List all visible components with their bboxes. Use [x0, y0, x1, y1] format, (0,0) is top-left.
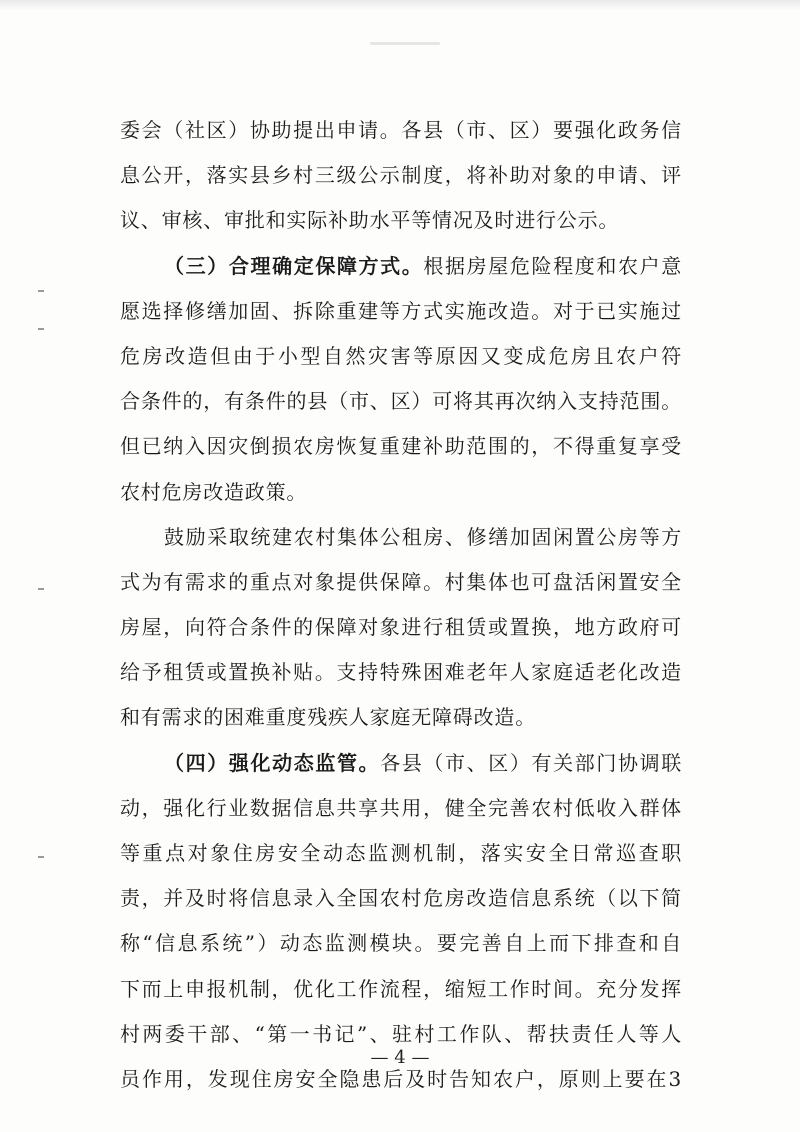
text-line: 动，强化行业数据信息共享共用，健全完善农村低收入群体 [120, 795, 682, 820]
text-line: 愿选择修缮加固、拆除重建等方式实施改造。对于已实施过 [120, 298, 682, 323]
text-line: 责，并及时将信息录入全国农村危房改造信息系统（以下简 [120, 886, 682, 911]
text-line: 但已纳入因灾倒损农房恢复重建补助范围的，不得重复享受 [120, 434, 682, 459]
text-line: 村两委干部、“第一书记”、驻村工作队、帮扶责任人等人 [120, 1021, 682, 1046]
scan-smudge [370, 42, 440, 45]
page-number: — 4 — [370, 1047, 430, 1068]
text-line: 危房改造但由于小型自然灾害等原因又变成危房且农户符 [120, 343, 682, 368]
text-line: 息公开，落实县乡村三级公示制度，将补助对象的申请、评 [120, 163, 682, 188]
text-line: 合条件的，有条件的县（市、区）可将其再次纳入支持范围。 [120, 389, 682, 414]
text-line: 下而上申报机制，优化工作流程，缩短工作时间。充分发挥 [120, 976, 682, 1001]
body-text [120, 108, 682, 1102]
margin-mark [38, 856, 44, 858]
scan-top-edge [0, 0, 800, 10]
section-heading: （四）强化动态监管。 [164, 750, 381, 775]
section-heading: （三）合理确定保障方式。 [164, 253, 424, 278]
text-line: 和有需求的困难重度残疾人家庭无障碍改造。 [120, 705, 536, 730]
text-line: 式为有需求的重点对象提供保障。村集体也可盘活闲置安全 [120, 569, 682, 594]
text-line: 房屋，向符合条件的保障对象进行租赁或置换，地方政府可 [120, 615, 682, 640]
section-heading-line: （四）强化动态监管。各县（市、区）有关部门协调联 [164, 750, 682, 775]
text-line: 委会（社区）协助提出申请。各县（市、区）要强化政务信 [120, 118, 682, 142]
text-line: 称“信息系统”）动态监测模块。要完善自上而下排查和自 [120, 931, 682, 956]
paragraph-start-line: 鼓励采取统建农村集体公租房、修缮加固闲置公房等方 [164, 524, 682, 549]
text-line: 给予租赁或置换补贴。支持特殊困难老年人家庭适老化改造 [120, 660, 682, 685]
text-line: 等重点对象住房安全动态监测机制，落实安全日常巡查职 [120, 841, 682, 865]
section-heading-line: （三）合理确定保障方式。根据房屋危险程度和农户意 [164, 253, 682, 278]
text-line: 农村危房改造政策。 [120, 479, 308, 504]
text-line: 员作用，发现住房安全隐患后及时告知农户，原则上要在3 [120, 1066, 682, 1091]
margin-mark [38, 588, 44, 590]
margin-mark [38, 328, 44, 330]
text-line: 议、审核、审批和实际补助水平等情况及时进行公示。 [120, 208, 620, 233]
margin-mark [38, 290, 44, 292]
